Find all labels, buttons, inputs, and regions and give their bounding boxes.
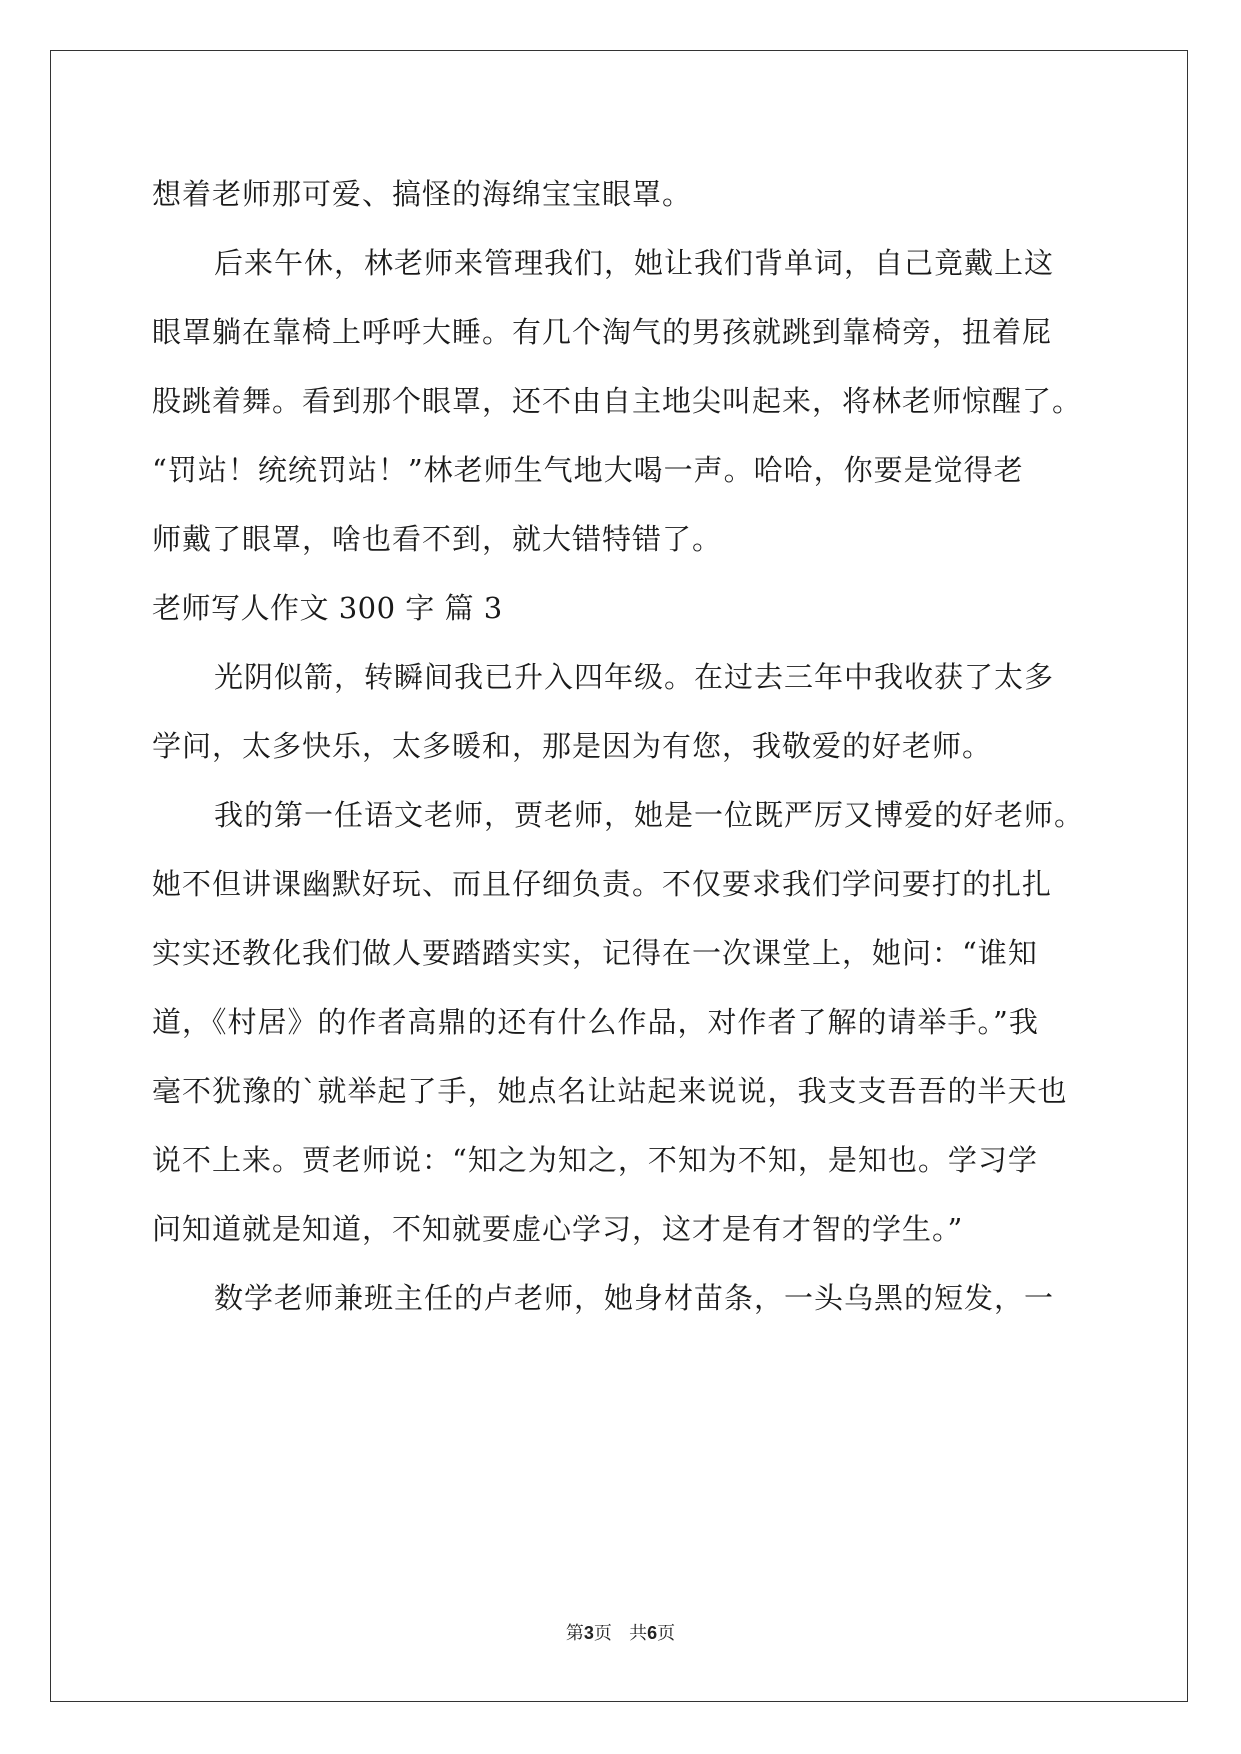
text-line: 后来午休，林老师来管理我们，她让我们背单词，自己竟戴上这 bbox=[214, 246, 1055, 280]
text-line: 光阴似箭，转瞬间我已升入四年级。在过去三年中我收获了太多 bbox=[214, 660, 1055, 694]
page-prefix: 第 bbox=[565, 1623, 584, 1644]
text-line: “罚站！统统罚站！”林老师生气地大喝一声。哈哈，你要是觉得老 bbox=[152, 453, 1024, 487]
text-line: 实实还教化我们做人要踏踏实实，记得在一次课堂上，她问：“谁知 bbox=[152, 936, 1038, 970]
total-pages: 6 bbox=[647, 1623, 658, 1643]
text-line: 学问，太多快乐，太多暖和，那是因为有您，我敬爱的好老师。 bbox=[152, 729, 993, 763]
total-suffix: 页 bbox=[657, 1623, 676, 1644]
section-heading: 老师写人作文 300 字 篇 3 bbox=[152, 591, 503, 625]
text-line: 师戴了眼罩，啥也看不到，就大错特错了。 bbox=[152, 522, 723, 556]
page-suffix: 页 bbox=[593, 1623, 612, 1644]
page-footer bbox=[0, 1619, 1241, 1645]
text-line: 道，《村居》的作者高鼎的还有什么作品，对作者了解的请举手。”我 bbox=[152, 1005, 1039, 1039]
text-line: 数学老师兼班主任的卢老师，她身材苗条，一头乌黑的短发，一 bbox=[214, 1281, 1055, 1315]
document-body bbox=[152, 160, 1092, 1333]
text-line: 股跳着舞。看到那个眼罩，还不由自主地尖叫起来，将林老师惊醒了。 bbox=[152, 384, 1083, 418]
text-line: 想着老师那可爱、搞怪的海绵宝宝眼罩。 bbox=[152, 177, 693, 211]
total-prefix: 共 bbox=[629, 1623, 648, 1644]
text-line: 说不上来。贾老师说：“知之为知之，不知为不知，是知也。学习学 bbox=[152, 1143, 1038, 1177]
text-line: 我的第一任语文老师，贾老师，她是一位既严厉又博爱的好老师。 bbox=[214, 798, 1085, 832]
page-number: 3 bbox=[583, 1623, 594, 1643]
text-line: 问知道就是知道，不知就要虚心学习，这才是有才智的学生。” bbox=[152, 1212, 964, 1246]
text-line: 毫不犹豫的`就举起了手，她点名让站起来说说，我支支吾吾的半天也 bbox=[152, 1074, 1068, 1108]
text-line: 眼罩躺在靠椅上呼呼大睡。有几个淘气的男孩就跳到靠椅旁，扭着屁 bbox=[152, 315, 1053, 349]
text-line: 她不但讲课幽默好玩、而且仔细负责。不仅要求我们学问要打的扎扎 bbox=[152, 867, 1053, 901]
